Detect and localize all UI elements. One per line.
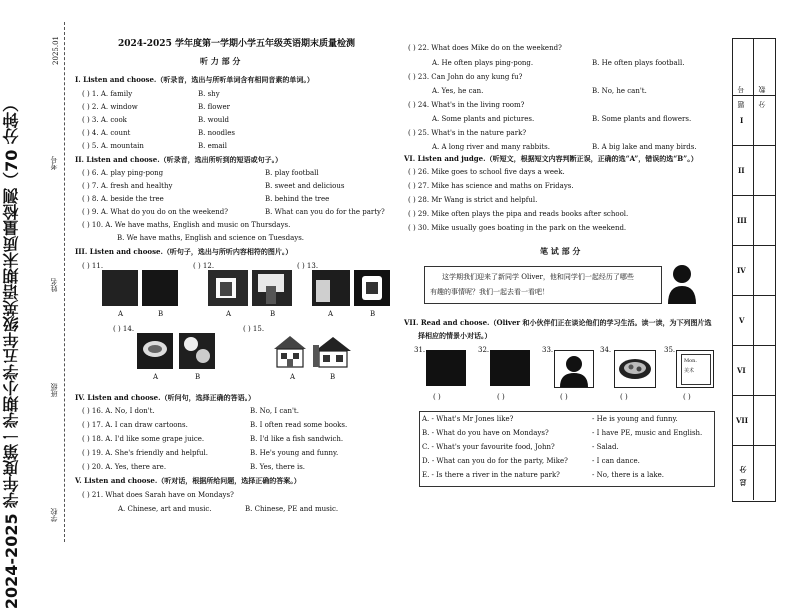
score-row-label: III xyxy=(737,216,747,225)
part5-option-b: B. He often plays football. xyxy=(592,59,685,67)
part4-item-b: B. I often read some books. xyxy=(250,421,348,429)
dialogue-question: B. - What do you have on Mondays? xyxy=(422,429,549,437)
picture-33-teacher xyxy=(554,350,594,388)
part1-item-b: B. noodles xyxy=(198,129,235,137)
part4-item-a: ( ) 18. A. I'd like some grape juice. xyxy=(82,435,205,443)
binding-number-label: 考号 xyxy=(50,156,58,170)
q14-option-a: A xyxy=(153,373,159,381)
part1-item-b: B. would xyxy=(198,116,230,124)
part4-item-a: ( ) 16. A. No, I don't. xyxy=(82,407,155,415)
q14-picture-b xyxy=(179,333,215,369)
part2-item-b: B. behind the tree xyxy=(265,195,330,203)
part6-item: ( ) 29. Mike often plays the pipa and reads books after school. xyxy=(408,210,629,218)
score-row-label: IV xyxy=(737,266,746,275)
part1-item-a: ( ) 5. A. mountain xyxy=(82,142,144,150)
picture-33-blank: ( ) xyxy=(560,393,568,401)
question-12-label: ( ) 12. xyxy=(193,262,215,270)
timetable-subject-text: 美术 xyxy=(684,368,695,374)
score-row-line xyxy=(732,295,775,296)
intro-text-line2: 有趣的事情呢？我们一起去看一看吧！ xyxy=(430,288,549,296)
q13-option-b: B xyxy=(370,310,376,318)
writing-section-title: 笔 试 部 分 xyxy=(540,246,581,256)
picture-34-salad xyxy=(614,350,656,388)
dialogue-answer: - Salad. xyxy=(592,443,619,451)
q12-option-a: A xyxy=(226,310,232,318)
picture-31-number: 31. xyxy=(414,346,426,354)
q11-option-a: A xyxy=(118,310,124,318)
q15-option-a: A xyxy=(290,373,296,381)
q15-picture-b xyxy=(313,333,353,369)
picture-32 xyxy=(490,350,530,386)
picture-34-number: 34. xyxy=(600,346,612,354)
part5-question: ( ) 23. Can John do any kung fu? xyxy=(408,73,523,81)
score-row-label: VI xyxy=(737,366,746,375)
part5-question: ( ) 25. What's in the nature park? xyxy=(408,129,527,137)
part6-item: ( ) 26. Mike goes to school five days a week. xyxy=(408,168,565,176)
part2-item10-b: B. We have maths, English and science on Tuesdays. xyxy=(117,234,305,242)
score-row-line xyxy=(732,345,775,346)
q13-picture-a xyxy=(312,270,350,306)
picture-35-blank: ( ) xyxy=(683,393,691,401)
score-row-line xyxy=(732,145,775,146)
page-title: 2024-2025 学年度第一学期小学五年级英语期末质量检测 xyxy=(118,39,355,49)
q14-picture-a xyxy=(137,333,173,369)
q13-option-a: A xyxy=(328,310,334,318)
dialogue-answer: - I have PE, music and English. xyxy=(592,429,703,437)
part5-option-b: B. No, he can't. xyxy=(592,87,647,95)
part1-item-b: B. shy xyxy=(198,90,220,98)
part5-option-b: B. A big lake and many birds. xyxy=(592,143,697,151)
picture-31-blank: ( ) xyxy=(433,393,441,401)
listening-section-title: 听 力 部 分 xyxy=(200,56,241,66)
part5-option-a: A. A long river and many rabbits. xyxy=(432,143,550,151)
intro-text-line1: 这学期我们迎来了新同学 Oliver，他和同学们一起经历了哪些 xyxy=(442,273,634,281)
q13-picture-b xyxy=(354,270,390,306)
part1-item-b: B. flower xyxy=(198,103,230,111)
picture-35-number: 35. xyxy=(664,346,676,354)
part2-item-b: B. play football xyxy=(265,169,319,177)
binding-dashed-line xyxy=(64,22,65,542)
question-11-label: ( ) 11. xyxy=(82,262,104,270)
dialogue-answer: - No, there is a lake. xyxy=(592,471,665,479)
binding-name-label: 姓名 xyxy=(50,278,58,292)
question-21-option-b: B. Chinese, PE and music. xyxy=(245,505,339,513)
part4-item-b: B. Yes, there is. xyxy=(250,463,306,471)
part5-option-a: A. Yes, he can. xyxy=(432,87,484,95)
part1-item-b: B. email xyxy=(198,142,228,150)
question-15-label: ( ) 15. xyxy=(243,325,265,333)
score-row-label: VII xyxy=(736,416,748,425)
dialogue-question: A. - What's Mr Jones like? xyxy=(422,415,514,423)
part2-item-a: ( ) 7. A. fresh and healthy xyxy=(82,182,173,190)
part2-item10-a: ( ) 10. A. We have maths, English and music on Thursdays. xyxy=(82,221,291,229)
picture-33-number: 33. xyxy=(542,346,554,354)
part4-item-a: ( ) 17. A. I can draw cartoons. xyxy=(82,421,188,429)
oliver-portrait xyxy=(666,262,698,304)
score-total-label: 总分 xyxy=(738,460,747,486)
q12-picture-a xyxy=(208,270,248,306)
part2-heading: II. Listen and choose.（听录音，选出所听到的短语或句子。） xyxy=(75,155,283,164)
score-row-line xyxy=(732,195,775,196)
part2-item-b: B. sweet and delicious xyxy=(265,182,345,190)
picture-32-blank: ( ) xyxy=(497,393,505,401)
score-row-line xyxy=(732,395,775,396)
part5-option-a: A. He often plays ping-pong. xyxy=(432,59,534,67)
q15-picture-a xyxy=(270,333,310,369)
part1-item-a: ( ) 4. A. count xyxy=(82,129,131,137)
part4-item-a: ( ) 19. A. She's friendly and helpful. xyxy=(82,449,209,457)
q11-picture-a xyxy=(102,270,138,306)
part1-heading: I. Listen and choose.（听录音，选出与所听单词含有相同音素的单词。） xyxy=(75,75,314,84)
part4-item-b: B. No, I can't. xyxy=(250,407,299,415)
score-row-label: V xyxy=(739,316,745,325)
part7-heading-line1: VII. Read and choose.（Oliver 和小伙伴们正在谈论他们的学习生活。读一读，为下列图片选 xyxy=(404,318,712,327)
q14-option-b: B xyxy=(195,373,201,381)
part2-item-a: ( ) 8. A. beside the tree xyxy=(82,195,164,203)
timetable-day-text: Mon. xyxy=(684,358,697,364)
q12-picture-b xyxy=(252,270,292,306)
part4-item-a: ( ) 20. A. Yes, there are. xyxy=(82,463,167,471)
binding-class-label: 班级 xyxy=(50,383,58,397)
part5-question: ( ) 22. What does Mike do on the weekend? xyxy=(408,44,562,52)
score-row-label: I xyxy=(740,116,744,125)
dialogue-answer: - He is young and funny. xyxy=(592,415,678,423)
score-table-header-item: 题号 xyxy=(737,78,745,108)
part6-item: ( ) 28. Mr Wang is strict and helpful. xyxy=(408,196,538,204)
part6-item: ( ) 30. Mike usually goes boating in the park on the weekend. xyxy=(408,224,627,232)
part6-item: ( ) 27. Mike has science and maths on Fridays. xyxy=(408,182,574,190)
part2-item-b: B. What can you do for the party? xyxy=(265,208,385,216)
picture-31 xyxy=(426,350,466,386)
score-row-label: II xyxy=(738,166,745,175)
part4-item-b: B. He's young and funny. xyxy=(250,449,339,457)
intro-box xyxy=(424,266,662,304)
q12-option-b: B xyxy=(270,310,276,318)
picture-34-blank: ( ) xyxy=(620,393,628,401)
dialogue-question: E. - Is there a river in the nature park? xyxy=(422,471,560,479)
score-table-divider xyxy=(753,38,754,500)
question-14-label: ( ) 14. xyxy=(113,325,135,333)
part5-option-b: B. Some plants and flowers. xyxy=(592,115,692,123)
binding-school-label: 学校 xyxy=(50,508,58,522)
part3-heading: III. Listen and choose.（听句子，选出与所听内容相符的图片。） xyxy=(75,247,293,256)
part6-heading: VI. Listen and judge.（听短文，根据短文内容判断正误，正确的选“A”，错误的选“B”。） xyxy=(404,154,698,163)
part4-item-b: B. I'd like a fish sandwich. xyxy=(250,435,344,443)
binding-date: 2025.01 xyxy=(52,36,60,65)
score-row-line xyxy=(732,445,775,446)
question-21: ( ) 21. What does Sarah have on Mondays? xyxy=(82,491,234,499)
part1-item-a: ( ) 1. A. family xyxy=(82,90,133,98)
part2-item-a: ( ) 6. A. play ping-pong xyxy=(82,169,164,177)
dialogue-question: D. - What can you do for the party, Mike? xyxy=(422,457,568,465)
picture-35-timetable xyxy=(676,350,714,388)
question-13-label: ( ) 13. xyxy=(297,262,319,270)
part2-item-a: ( ) 9. A. What do you do on the weekend? xyxy=(82,208,229,216)
score-row-line xyxy=(732,95,775,96)
picture-32-number: 32. xyxy=(478,346,490,354)
part5-question: ( ) 24. What's in the living room? xyxy=(408,101,525,109)
q11-option-b: B xyxy=(158,310,164,318)
question-21-option-a: A. Chinese, art and music. xyxy=(118,505,212,513)
score-table-header-score: 分数 xyxy=(758,78,766,108)
binding-exam-title: 2024-2025 学年度第一学期小学五年级英语期末质量检测（70 分钟） xyxy=(2,96,21,609)
dialogue-answer: - I can dance. xyxy=(592,457,640,465)
part1-item-a: ( ) 3. A. cook xyxy=(82,116,127,124)
part5-heading: V. Listen and choose.（听对话，根据所给问题，选择正确的答案。） xyxy=(75,476,301,485)
part7-heading-line2: 择相应的情景小对话。） xyxy=(418,331,492,340)
part4-heading: IV. Listen and choose.（听问句，选择正确的答语。） xyxy=(75,393,256,402)
part1-item-a: ( ) 2. A. window xyxy=(82,103,138,111)
q15-option-b: B xyxy=(330,373,336,381)
q11-picture-b xyxy=(142,270,178,306)
dialogue-question: C. - What's your favourite food, John? xyxy=(422,443,555,451)
score-row-line xyxy=(732,245,775,246)
part5-option-a: A. Some plants and pictures. xyxy=(432,115,535,123)
